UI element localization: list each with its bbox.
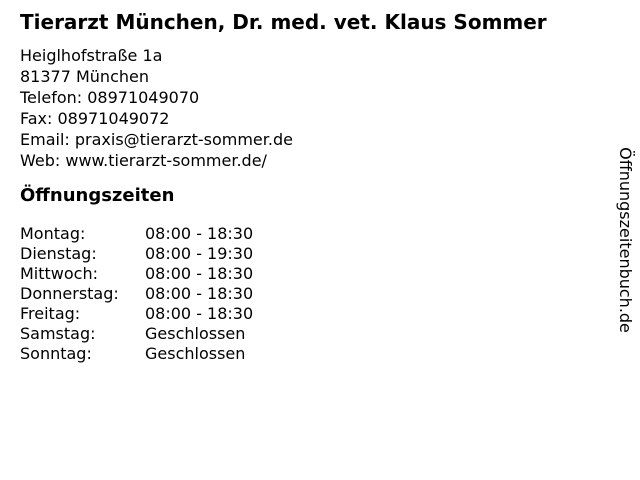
time-value: 08:00 - 18:30 (145, 303, 254, 323)
day-label: Montag: (20, 223, 86, 243)
time-value: 08:00 - 18:30 (145, 283, 254, 303)
table-row (20, 284, 253, 304)
address-street: Heiglhofstraße 1a (20, 46, 163, 65)
opening-hours-heading: Öffnungszeiten (20, 185, 175, 206)
table-row (20, 264, 253, 284)
day-label: Donnerstag: (20, 283, 119, 303)
table-row (20, 324, 253, 344)
email-line: Email: praxis@tierarzt-sommer.de (20, 130, 293, 149)
fax-line: Fax: 08971049072 (20, 109, 170, 128)
contact-block (20, 45, 595, 171)
time-value: Geschlossen (145, 343, 246, 363)
opening-hours-table (20, 224, 253, 364)
time-value: 08:00 - 18:30 (145, 263, 254, 283)
time-value: 08:00 - 18:30 (145, 223, 254, 243)
day-label: Sonntag: (20, 343, 92, 363)
table-row (20, 304, 253, 324)
day-label: Samstag: (20, 323, 96, 343)
day-label: Dienstag: (20, 243, 97, 263)
table-row (20, 224, 253, 244)
address-city: 81377 München (20, 67, 149, 86)
oeffnungszeitenbuch-watermark-link[interactable]: Öffnungszeitenbuch.de (616, 147, 635, 333)
time-value: 08:00 - 19:30 (145, 243, 254, 263)
day-label: Freitag: (20, 303, 81, 323)
web-line: Web: www.tierarzt-sommer.de/ (20, 151, 267, 170)
time-value: Geschlossen (145, 323, 246, 343)
table-row (20, 344, 253, 364)
page-title: Tierarzt München, Dr. med. vet. Klaus Sommer (20, 10, 547, 34)
day-label: Mittwoch: (20, 263, 98, 283)
phone-line: Telefon: 08971049070 (20, 88, 200, 107)
table-row (20, 244, 253, 264)
